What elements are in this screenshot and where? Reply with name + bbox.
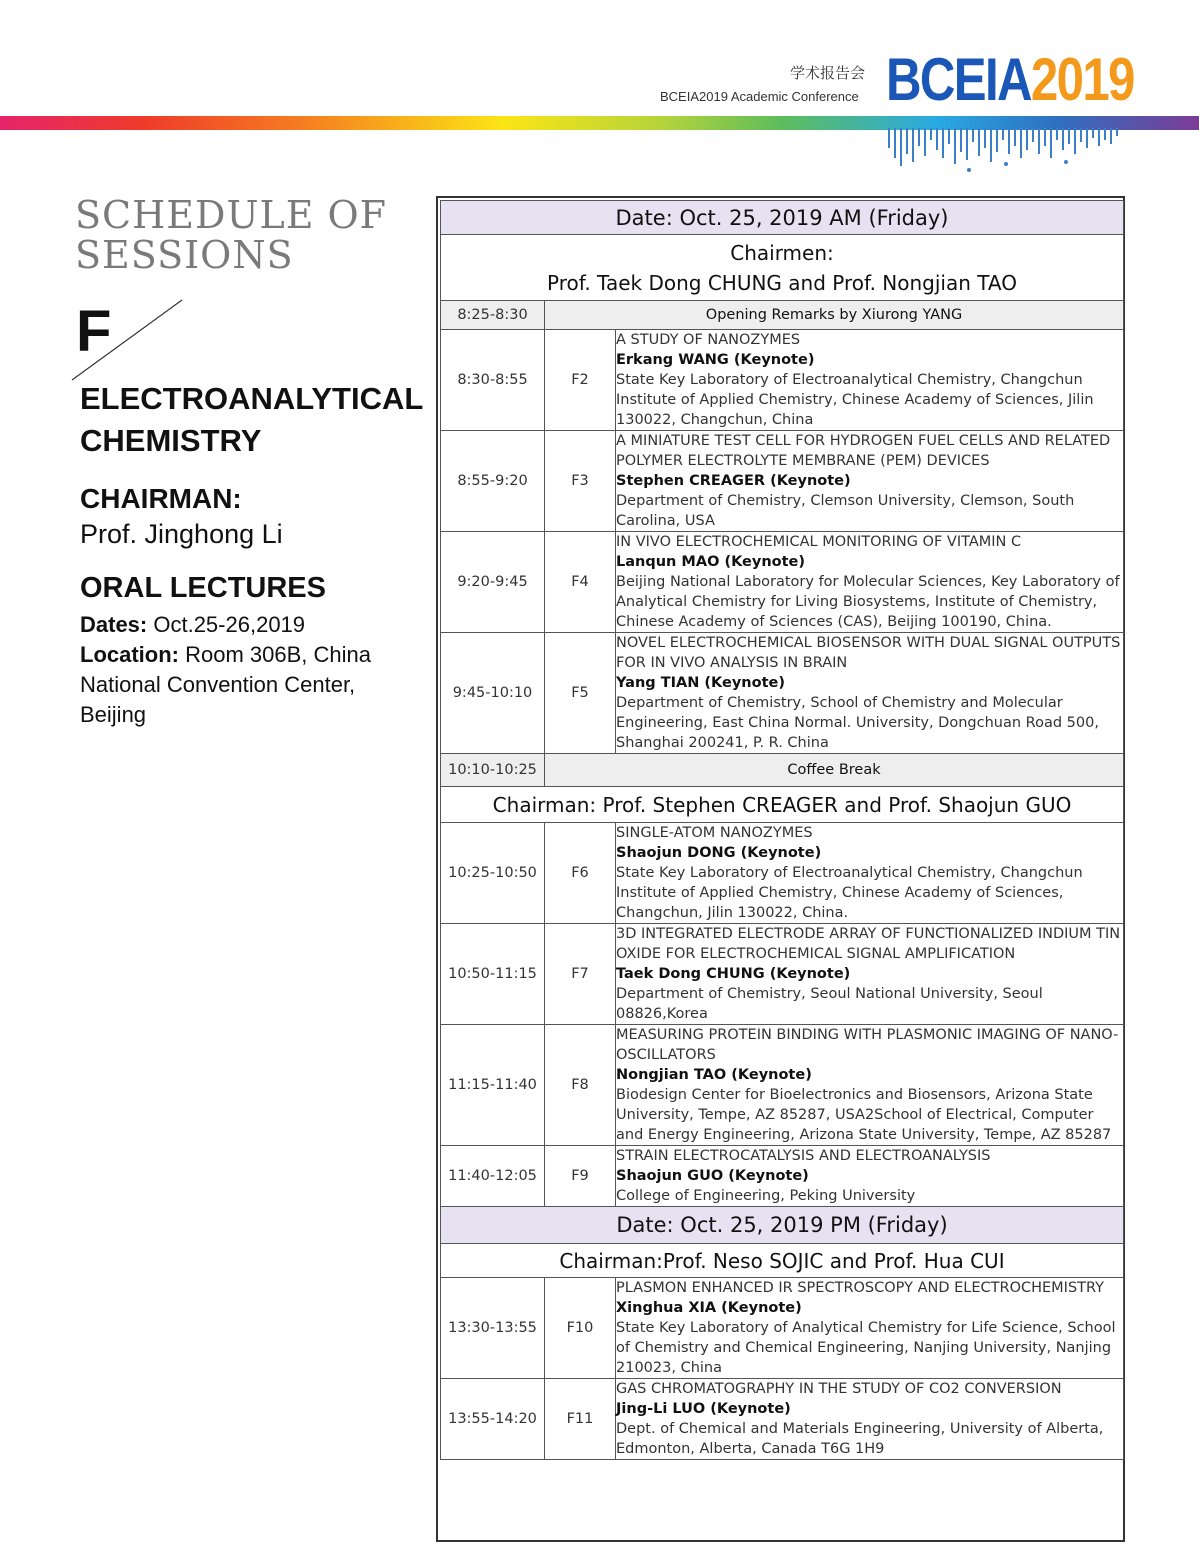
talk-speaker: Jing-Li LUO (Keynote) (616, 1401, 791, 1417)
talk-affiliation: College of Engineering, Peking University (616, 1188, 916, 1204)
talk-row (441, 431, 1124, 532)
session-topic-line1: ELECTROANALYTICAL (80, 381, 424, 416)
talk-code: F5 (545, 633, 616, 754)
schedule-heading-line2: SESSIONS (75, 233, 294, 277)
dates-line (80, 610, 410, 640)
talk-title: A STUDY OF NANOZYMES (616, 332, 801, 348)
am-chair-names: Prof. Taek Dong CHUNG and Prof. Nongjian TAO (547, 270, 1017, 295)
talk-time: 9:20-9:45 (441, 532, 545, 633)
talk-details (616, 1379, 1124, 1460)
logo-text-bceia: BCEIA (886, 46, 1031, 113)
talk-code: F7 (545, 924, 616, 1025)
am-chairmen (441, 235, 1124, 301)
talk-title: PLASMON ENHANCED IR SPECTROSCOPY AND ELECTROCHEMISTRY (616, 1280, 1105, 1296)
talk-details (616, 823, 1124, 924)
am-date: Date: Oct. 25, 2019 AM (Friday) (441, 201, 1124, 235)
talk-time: 9:45-10:10 (441, 633, 545, 754)
opening-text: Opening Remarks by Xiurong YANG (545, 301, 1124, 330)
talk-affiliation: State Key Laboratory of Electroanalytical Chemistry, Changchun Institute of Applied Chemistry, Chinese Academy of Sciences, Jilin 130022, Changchun, China (616, 372, 1094, 428)
header-cn-title: 学术报告会 (790, 64, 866, 82)
chairman-heading: CHAIRMAN: (80, 483, 242, 514)
schedule-table (440, 200, 1124, 1460)
talk-affiliation: Department of Chemistry, Seoul National University, Seoul 08826,Korea (616, 986, 1043, 1022)
talk-code: F11 (545, 1379, 616, 1460)
talk-title: 3D INTEGRATED ELECTRODE ARRAY OF FUNCTIONALIZED INDIUM TIN OXIDE FOR ELECTROCHEMICAL SIGNAL AMPLIFICATION (616, 926, 1121, 962)
am-chair-label: Chairmen: (730, 240, 834, 265)
talk-affiliation: Department of Chemistry, Clemson University, Clemson, South Carolina, USA (616, 493, 1075, 529)
schedule-heading-line1: SCHEDULE OF (75, 193, 388, 237)
talk-code: F6 (545, 823, 616, 924)
talk-row (441, 1025, 1124, 1146)
schedule-heading (75, 195, 387, 275)
talk-title: SINGLE-ATOM NANOZYMES (616, 825, 813, 841)
talk-code: F3 (545, 431, 616, 532)
talk-speaker: Lanqun MAO (Keynote) (616, 554, 806, 570)
pm-chair-row (441, 1244, 1124, 1278)
talk-title: MEASURING PROTEIN BINDING WITH PLASMONIC IMAGING OF NANO-OSCILLATORS (616, 1027, 1119, 1063)
location-label: Location: (80, 642, 179, 667)
talk-details (616, 1146, 1124, 1207)
talk-speaker: Erkang WANG (Keynote) (616, 352, 815, 368)
talk-code: F10 (545, 1278, 616, 1379)
talk-row (441, 823, 1124, 924)
opening-row (441, 301, 1124, 330)
talk-time: 10:25-10:50 (441, 823, 545, 924)
am-date-row (441, 201, 1124, 235)
coffee-text: Coffee Break (545, 754, 1124, 787)
talk-code: F4 (545, 532, 616, 633)
talk-row (441, 1146, 1124, 1207)
talk-title: A MINIATURE TEST CELL FOR HYDROGEN FUEL CELLS AND RELATED POLYMER ELECTROLYTE MEMBRANE (PEM) DEVICES (616, 433, 1111, 469)
talk-details (616, 431, 1124, 532)
talk-title: IN VIVO ELECTROCHEMICAL MONITORING OF VITAMIN C (616, 534, 1022, 550)
pm-chairmen: Chairman:Prof. Neso SOJIC and Prof. Hua CUI (441, 1244, 1124, 1278)
talk-speaker: Nongjian TAO (Keynote) (616, 1067, 812, 1083)
bceia-logo (886, 46, 1134, 113)
talk-time: 8:30-8:55 (441, 330, 545, 431)
mid-chairmen: Chairman: Prof. Stephen CREAGER and Prof. Shaojun GUO (441, 787, 1124, 823)
talk-speaker: Shaojun GUO (Keynote) (616, 1168, 809, 1184)
talk-affiliation: Beijing National Laboratory for Molecular Sciences, Key Laboratory of Analytical Chemistry for Living Biosystems, Institute of Chemistry, Chinese Academy of Sciences (CAS), Beijing 100190, China. (616, 574, 1120, 630)
talk-affiliation: Dept. of Chemical and Materials Engineering, University of Alberta, Edmonton, Alberta, Canada T6G 1H9 (616, 1421, 1104, 1457)
talk-details (616, 330, 1124, 431)
coffee-row (441, 754, 1124, 787)
am-chair-row (441, 235, 1124, 301)
coffee-time: 10:10-10:25 (441, 754, 545, 787)
talk-time: 13:55-14:20 (441, 1379, 545, 1460)
session-topic-line2: CHEMISTRY (80, 423, 262, 458)
talk-title: STRAIN ELECTROCATALYSIS AND ELECTROANALYSIS (616, 1148, 991, 1164)
talk-details (616, 924, 1124, 1025)
logo-text-year: 2019 (1030, 46, 1134, 113)
talk-row (441, 532, 1124, 633)
talk-code: F9 (545, 1146, 616, 1207)
talk-speaker: Xinghua XIA (Keynote) (616, 1300, 802, 1316)
header-en-title: BCEIA2019 Academic Conference (660, 89, 859, 104)
talk-time: 11:15-11:40 (441, 1025, 545, 1146)
talk-row (441, 633, 1124, 754)
talk-time: 11:40-12:05 (441, 1146, 545, 1207)
talk-affiliation: State Key Laboratory of Analytical Chemistry for Life Science, School of Chemistry and Chemical Engineering, Nanjing University, Nanjing 210023, China (616, 1320, 1116, 1376)
location-line (80, 640, 410, 730)
talk-time: 8:55-9:20 (441, 431, 545, 532)
soundwave-graphic (886, 128, 1126, 174)
talk-code: F8 (545, 1025, 616, 1146)
talk-details (616, 532, 1124, 633)
talk-title: NOVEL ELECTROCHEMICAL BIOSENSOR WITH DUAL SIGNAL OUTPUTS FOR IN VIVO ANALYSIS IN BRAIN (616, 635, 1121, 671)
talk-affiliation: Biodesign Center for Bioelectronics and Biosensors, Arizona State University, Tempe, AZ 85287, USA2School of Electrical, Computer and Energy Engineering, Arizona State University, Tempe, AZ 85287 (616, 1087, 1112, 1143)
chairman-name: Prof. Jinghong Li (80, 519, 283, 549)
talk-row (441, 330, 1124, 431)
talk-title: GAS CHROMATOGRAPHY IN THE STUDY OF CO2 CONVERSION (616, 1381, 1062, 1397)
talk-details (616, 1025, 1124, 1146)
talk-row (441, 924, 1124, 1025)
talk-details (616, 633, 1124, 754)
mid-chair-row (441, 787, 1124, 823)
session-info (80, 610, 410, 730)
talk-speaker: Stephen CREAGER (Keynote) (616, 473, 851, 489)
talk-speaker: Taek Dong CHUNG (Keynote) (616, 966, 851, 982)
talk-speaker: Yang TIAN (Keynote) (616, 675, 785, 691)
talk-code: F2 (545, 330, 616, 431)
pm-date-row (441, 1207, 1124, 1244)
session-letter: F (76, 299, 112, 364)
session-topic (80, 378, 423, 462)
pm-date: Date: Oct. 25, 2019 PM (Friday) (441, 1207, 1124, 1244)
talk-row (441, 1278, 1124, 1379)
dates-label: Dates: (80, 612, 148, 637)
dates-value: Oct.25-26,2019 (147, 612, 306, 637)
talk-speaker: Shaojun DONG (Keynote) (616, 845, 822, 861)
opening-time: 8:25-8:30 (441, 301, 545, 330)
schedule-table-body (441, 201, 1124, 1460)
talk-affiliation: Department of Chemistry, School of Chemistry and Molecular Engineering, East China Normal. University, Dongchuan Road 500, Shanghai 200241, P. R. China (616, 695, 1099, 751)
oral-lectures-heading: ORAL LECTURES (80, 572, 326, 604)
talk-details (616, 1278, 1124, 1379)
talk-time: 10:50-11:15 (441, 924, 545, 1025)
talk-time: 13:30-13:55 (441, 1278, 545, 1379)
talk-row (441, 1379, 1124, 1460)
talk-affiliation: State Key Laboratory of Electroanalytical Chemistry, Changchun Institute of Applied Chemistry, Chinese Academy of Sciences, Changchun, Jilin 130022, China. (616, 865, 1083, 921)
location-value: Room 306B, China National Convention Center, Beijing (80, 642, 371, 727)
